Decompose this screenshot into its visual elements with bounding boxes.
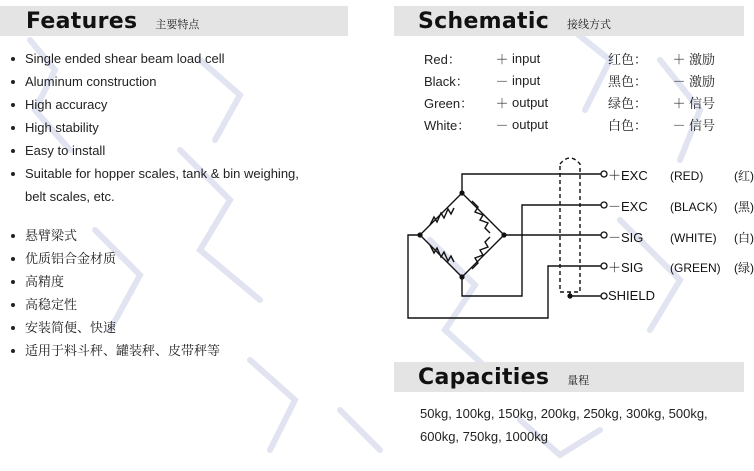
wire-minus-exc (462, 205, 604, 296)
feature-item: Easy to install (10, 139, 330, 162)
wire-color-cn-label: (红) (734, 169, 754, 183)
wiring-row (424, 91, 715, 113)
wire-label-plus-exc (608, 165, 754, 184)
wire-color-cn: 白色： (608, 117, 648, 133)
wire-color-cn-label: (黑) (734, 200, 754, 214)
wire-signal: ＋SIG (608, 260, 644, 275)
wire-color: Red： (424, 51, 461, 67)
capacities-title: Capacities (418, 364, 550, 390)
features-header (0, 6, 348, 36)
feature-item-continuation: belt scales, etc. (25, 189, 115, 204)
wire-function: output (512, 116, 549, 132)
wire-signal: ＋EXC (608, 168, 648, 183)
bridge-diamond (420, 193, 504, 277)
wire-color-cn: 红色： (608, 51, 648, 67)
wire-function: output (512, 94, 549, 110)
features-list-en (10, 47, 330, 208)
wire-color-label: (GREEN) (670, 261, 721, 275)
schematic-subtitle: 接线方式 (567, 19, 612, 31)
wiring-row (424, 47, 715, 69)
wire-sign-cn: － (672, 73, 686, 89)
wire-signal: －EXC (608, 199, 648, 214)
wire-function-cn: 信号 (689, 95, 716, 111)
resistor-1 (430, 208, 454, 225)
wiring-row (424, 69, 715, 91)
wire-color-label: (WHITE) (670, 231, 717, 245)
wire-label-shield (608, 288, 670, 303)
wire-color-cn: 绿色： (608, 95, 648, 111)
features-list-cn (10, 224, 330, 362)
feature-item: High accuracy (10, 93, 330, 116)
bridge-schematic (400, 150, 610, 325)
capacities-values (420, 402, 720, 448)
feature-item-cn: 高精度 (10, 270, 330, 293)
wire-function-cn: 信号 (689, 117, 716, 133)
wire-label-plus-sig (608, 257, 754, 276)
wire-sign: ＋ (495, 95, 509, 111)
feature-item: High stability (10, 116, 330, 139)
schematic-title: Schematic (418, 8, 550, 34)
wire-sign: ＋ (495, 51, 509, 67)
feature-item-cn: 优质铝合金材质 (10, 247, 330, 270)
wire-function-cn: 激励 (689, 51, 716, 67)
wire-color: White： (424, 117, 471, 133)
wire-color-cn: 黑色： (608, 73, 648, 89)
wire-color: Black： (424, 73, 469, 89)
wire-signal: －SIG (608, 230, 644, 245)
wire-sign: － (495, 117, 509, 133)
feature-item: Single ended shear beam load cell (10, 47, 330, 70)
wire-color: Green： (424, 95, 474, 111)
resistor-3 (430, 245, 454, 262)
wire-label-minus-sig (608, 227, 754, 246)
wiring-table (424, 47, 715, 135)
feature-item-cn: 悬臂梁式 (10, 224, 330, 247)
wire-plus-exc (462, 174, 604, 193)
wire-function: input (512, 50, 541, 66)
feature-item: Aluminum construction (10, 70, 330, 93)
wire-sign-cn: ＋ (672, 95, 686, 111)
wire-function: input (512, 72, 541, 88)
wire-color-label: (BLACK) (670, 200, 718, 214)
wire-sign-cn: ＋ (672, 51, 686, 67)
features-subtitle: 主要特点 (155, 19, 200, 31)
features-title: Features (26, 8, 138, 34)
schematic-header (394, 6, 744, 36)
feature-item-cn: 适用于料斗秤、罐装秤、皮带秤等 (10, 339, 330, 362)
wire-sign-cn: － (672, 117, 686, 133)
capacities-line: 600kg, 750kg, 1000kg (420, 429, 548, 444)
wire-sign: － (495, 73, 509, 89)
wire-color-label: (RED) (670, 169, 704, 183)
capacities-header (394, 362, 744, 392)
feature-item: Suitable for hopper scales, tank & bin weighing, (10, 162, 330, 185)
feature-item-cn: 高稳定性 (10, 293, 330, 316)
wiring-row (424, 113, 715, 135)
wire-function-cn: 激励 (689, 73, 716, 89)
wire-label-minus-exc (608, 196, 754, 215)
capacities-subtitle: 量程 (567, 375, 590, 387)
wire-color-cn-label: (绿) (734, 261, 754, 275)
capacities-line: 50kg, 100kg, 150kg, 200kg, 250kg, 300kg, 500kg, (420, 406, 708, 421)
wire-color-cn-label: (白) (734, 231, 754, 245)
feature-item-cn: 安装简便、快速 (10, 316, 330, 339)
shield-boundary (560, 158, 580, 292)
wire-signal: SHIELD (608, 288, 655, 303)
